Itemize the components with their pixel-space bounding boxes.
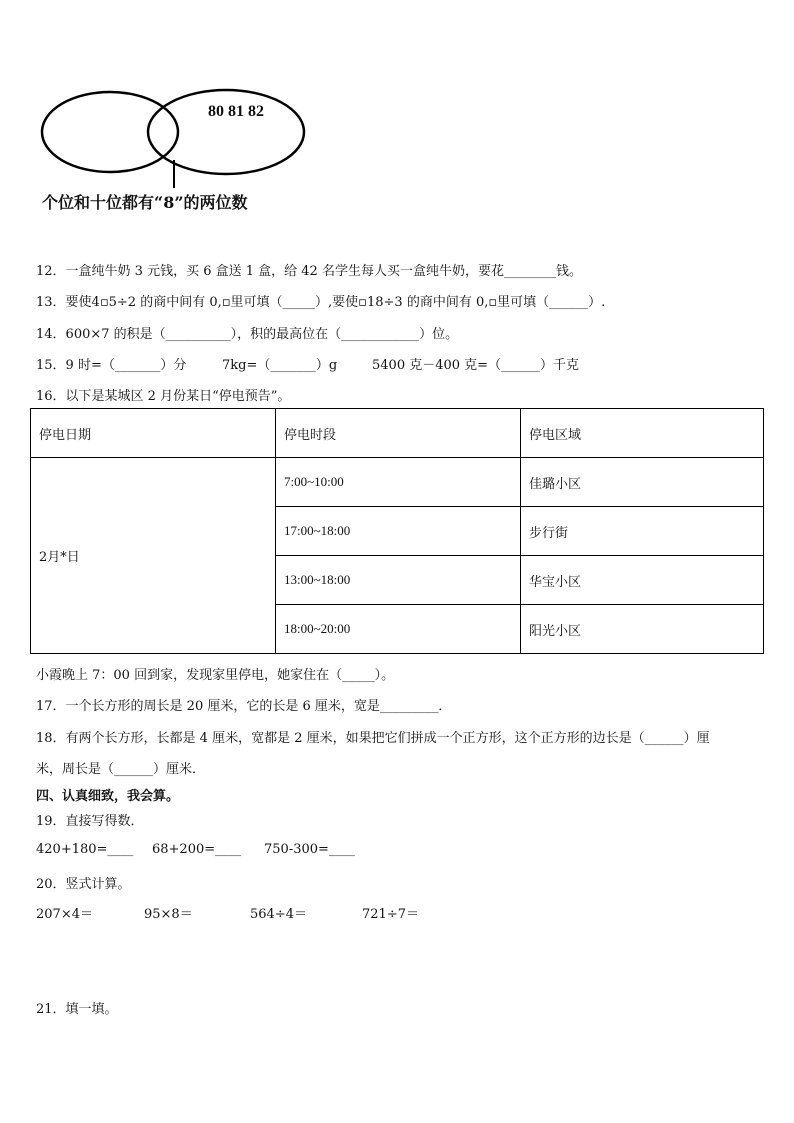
- area-cell: 阳光小区: [521, 605, 764, 654]
- q19-item: 68+200=____: [152, 842, 242, 857]
- outage-table: [30, 408, 764, 654]
- question-16-followup: 小霞晚上 7：00 回到家，发现家里停电，她家住在（_____）。: [36, 668, 395, 683]
- question-15-part3: 5400 克－400 克=（______）千克: [372, 358, 580, 373]
- table-row: [31, 458, 764, 507]
- q19-item: 420+180=____: [36, 842, 134, 857]
- question-19-title: 19．直接写得数．: [36, 814, 144, 829]
- question-15-part2: 7kg=（_______）g: [222, 358, 338, 373]
- area-cell: 佳璐小区: [521, 458, 764, 507]
- question-17: 17．一个长方形的周长是 20 厘米，它的长是 6 厘米，宽是_________．: [36, 699, 452, 714]
- area-cell: 华宝小区: [521, 556, 764, 605]
- table-header-row: [31, 409, 764, 458]
- question-15-part1: 15．9 时=（_______）分: [36, 358, 187, 373]
- question-18-line1: 18．有两个长方形，长都是 4 厘米，宽都是 2 厘米，如果把它们拼成一个正方形，这个正方形的边长是（______）厘: [36, 731, 710, 746]
- question-12: 12．一盒纯牛奶 3 元钱，买 6 盒送 1 盒，给 42 名学生每人买一盒纯牛奶，要花________钱。: [36, 264, 582, 279]
- question-21: 21．填一填。: [36, 1002, 118, 1017]
- question-13: 13．要使4▫5÷2 的商中间有 0,▫里可填（_____）,要使▫18÷3 的商中间有 0,▫里可填（______）.: [36, 295, 606, 310]
- venn-intersection-numbers: 80 81 82: [208, 103, 264, 120]
- q20-item: 207×4＝: [36, 907, 93, 922]
- outage-date-cell: 2月*日: [31, 458, 276, 654]
- q20-item: 95×8＝: [144, 907, 193, 922]
- section-4-heading: 四、认真细致，我会算。: [36, 789, 180, 804]
- venn-caption: 个位和十位都有“8”的两位数: [42, 193, 248, 212]
- question-16-intro: 16．以下是某城区 2 月份某日“停电预告”。: [36, 389, 291, 404]
- time-cell: 17:00~18:00: [276, 507, 521, 556]
- time-cell: 7:00~10:00: [276, 458, 521, 507]
- header-area: 停电区域: [521, 409, 764, 458]
- q20-item: 721÷7＝: [362, 907, 419, 922]
- question-20-title: 20．竖式计算。: [36, 877, 131, 892]
- time-cell: 18:00~20:00: [276, 605, 521, 654]
- header-time: 停电时段: [276, 409, 521, 458]
- question-18-line2: 米，周长是（______）厘米．: [36, 762, 206, 777]
- time-cell: 13:00~18:00: [276, 556, 521, 605]
- area-cell: 步行街: [521, 507, 764, 556]
- header-date: 停电日期: [31, 409, 276, 458]
- q20-item: 564÷4＝: [250, 907, 307, 922]
- question-14: 14．600×7 的积是（__________），积的最高位在（____________）位。: [36, 327, 459, 342]
- venn-left-ellipse: [42, 92, 178, 172]
- q19-item: 750-300=____: [264, 842, 355, 857]
- venn-diagram: [38, 82, 318, 192]
